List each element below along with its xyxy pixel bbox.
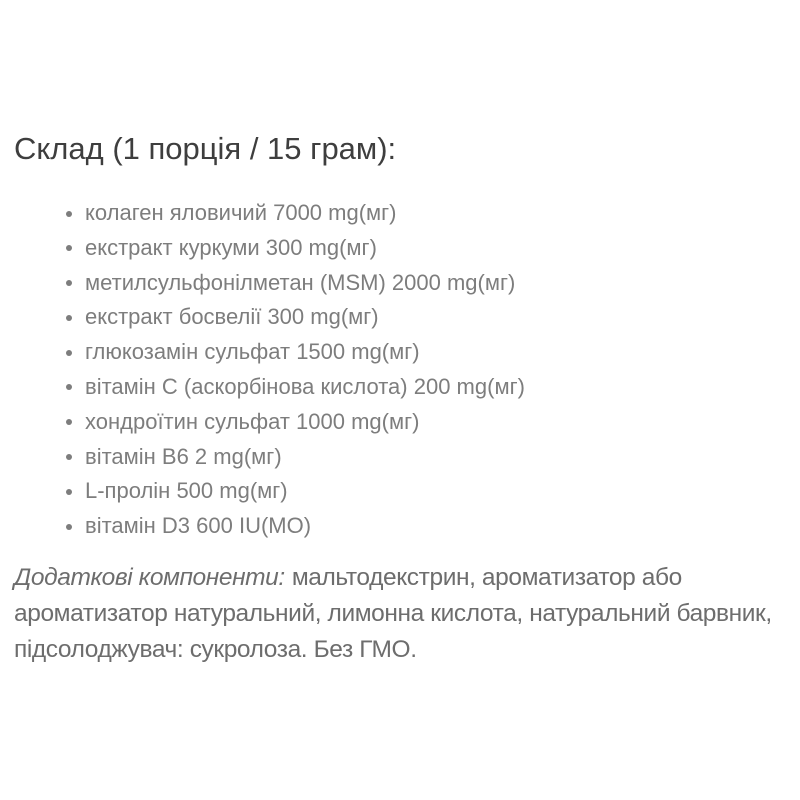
additional-components-text: мальтодекстрин, ароматизатор або ароматизатор натуральний, лимонна кислота, натуральний барвник, підсолоджувач: сукролоза. Без ГМО. [14, 564, 772, 663]
list-item-l-proline: L-пролін 500 mg(мг) [66, 474, 766, 509]
composition-title: Склад (1 порція / 15 грам): [14, 131, 397, 166]
additional-components-label: Додаткові компоненти: [14, 564, 285, 591]
list-item-vitamin-d3: вітамін D3 600 IU(МО) [66, 509, 766, 544]
list-item-turmeric: екстракт куркуми 300 mg(мг) [66, 231, 766, 266]
list-item-vitamin-c: вітамін C (аскорбінова кислота) 200 mg(мг) [66, 370, 766, 405]
list-item-vitamin-b6: вітамін B6 2 mg(мг) [66, 440, 766, 475]
list-item-chondroitin: хондроїтин сульфат 1000 mg(мг) [66, 405, 766, 440]
list-item-msm: метилсульфонілметан (MSM) 2000 mg(мг) [66, 266, 766, 301]
additional-components-paragraph [14, 560, 792, 668]
list-item-collagen: колаген яловичий 7000 mg(мг) [66, 196, 766, 231]
list-item-boswellia: екстракт босвелії 300 mg(мг) [66, 300, 766, 335]
list-item-glucosamine: глюкозамін сульфат 1500 mg(мг) [66, 335, 766, 370]
ingredients-list [66, 196, 766, 544]
